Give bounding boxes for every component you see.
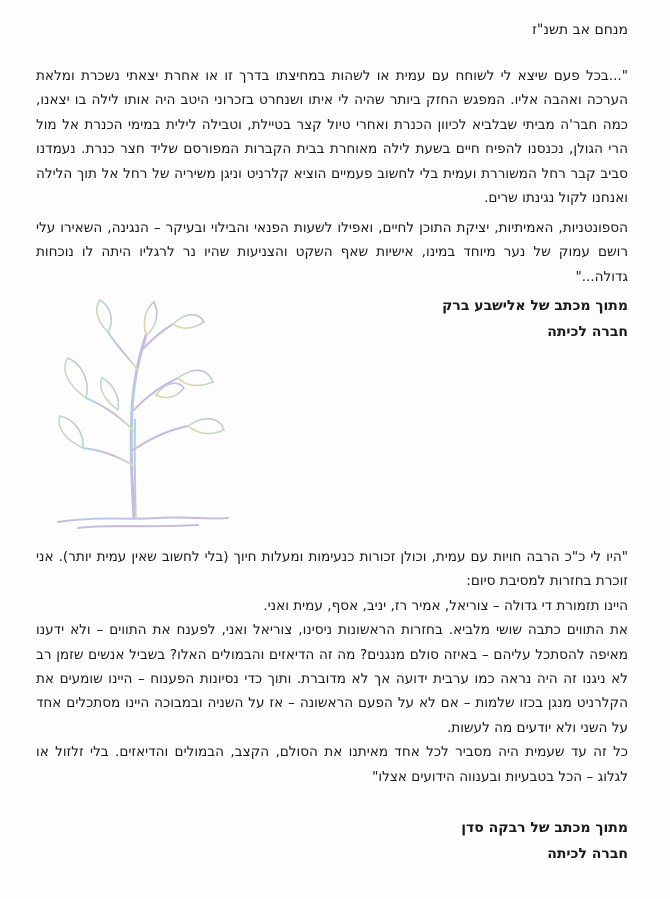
date-header: מנחם אב תשנ"ז — [532, 22, 628, 38]
letter1-relation: חברה לכיתה — [547, 324, 628, 340]
letter1-author: מתוך מכתב של אלישבע ברק — [442, 298, 628, 314]
letter2-body — [36, 545, 628, 789]
letter1-signature — [442, 293, 628, 345]
letter2-line: כל זה עד שעמית היה מסביר לכל אחד מאיתנו את הסולם, הקצב, הבמולים והדיאזים. בלי זלזול או לגלוג – הכל בטבעיות ובענווה הידועים אצלו" — [36, 744, 628, 785]
letter1-paragraph1: "...בכל פעם שיצא לי לשוחח עם עמית או לשהות במחיצתו בדרך זו או אחרת יצאתי נשכרת ומלאת הערכה ואהבה אליו. המפגש החזק ביותר שהיה לי איתו ושנחרט בזכרוני היטב היה אותו לילה בו יצאנו, כמה חבר'ה מביתי שבלביא לכיוון הכנרת ואחרי טיול קצר בטיילת, וטבילה לילית במימי הכנרת אל מול הרי הגולן, נכנסנו להפיח חיים בשעת לילה מאוחרת בבית הקברות המפורסם שליד חצר כנרת. נעמדנו סביב קבר רחל המשוררת ועמית בלי לחשוב פעמיים הוציא קלרניט וניגן משיריה של רחל אל תוך הלילה ואנחנו לקול נגינתו שרים. — [36, 68, 628, 207]
letter2-line: "היו לי כ"כ הרבה חויות עם עמית, וכולן זכורות כנעימות ומעלות חיוך (בלי לחשוב שאין עמית יותר). אני זוכרת בחזרות למסיבת סיום: — [36, 549, 628, 590]
letter2-line: היינו תזמורת די גדולה – צוריאל, אמיר רז, יניב, אסף, עמית ואני. — [263, 597, 628, 614]
letter2-relation: חברה לכיתה — [547, 846, 628, 862]
letter1-paragraph2: הספונטניות, האמיתיות, יציקת התוכן לחיים, ואפילו לשעות הפנאי והבילוי ובעיקר – הנגינה, השאירו עלי רושם עמוק של נער מיוחד במינו, אישיות שאף השקט והצניעות שהיו נר לרגליו היתה לו נוכחות גדולה..." — [36, 220, 628, 285]
tree-illustration — [38, 290, 238, 540]
letter2-signature — [461, 815, 628, 867]
letter2-line: את התווים כתבה שושי מלביא. בחזרות הראשונות ניסינו, צוריאל ואני, לפענח את התווים – ולא ידענו מאיפה להסתכל עליהם – באיזה סולם מנגנים? מה זה הדיאזים והבמולים האלו? בשביל אנשים שזמן רב לא ניגנו זה היה נראה כמו ערבית ידועה אך לא מדוברת. ותוך כדי נסיונות הפענוח – היינו שומעים את הקלרניט מנגן בכזו שלמות – אם לא על הפעם הראשונה – אז על השניה ובמבוכה היינו מסתכלים אחד על השני ולא יודעים מה לעשות. — [36, 622, 628, 736]
letter2-author: מתוך מכתב של רבקה סדן — [461, 820, 628, 836]
